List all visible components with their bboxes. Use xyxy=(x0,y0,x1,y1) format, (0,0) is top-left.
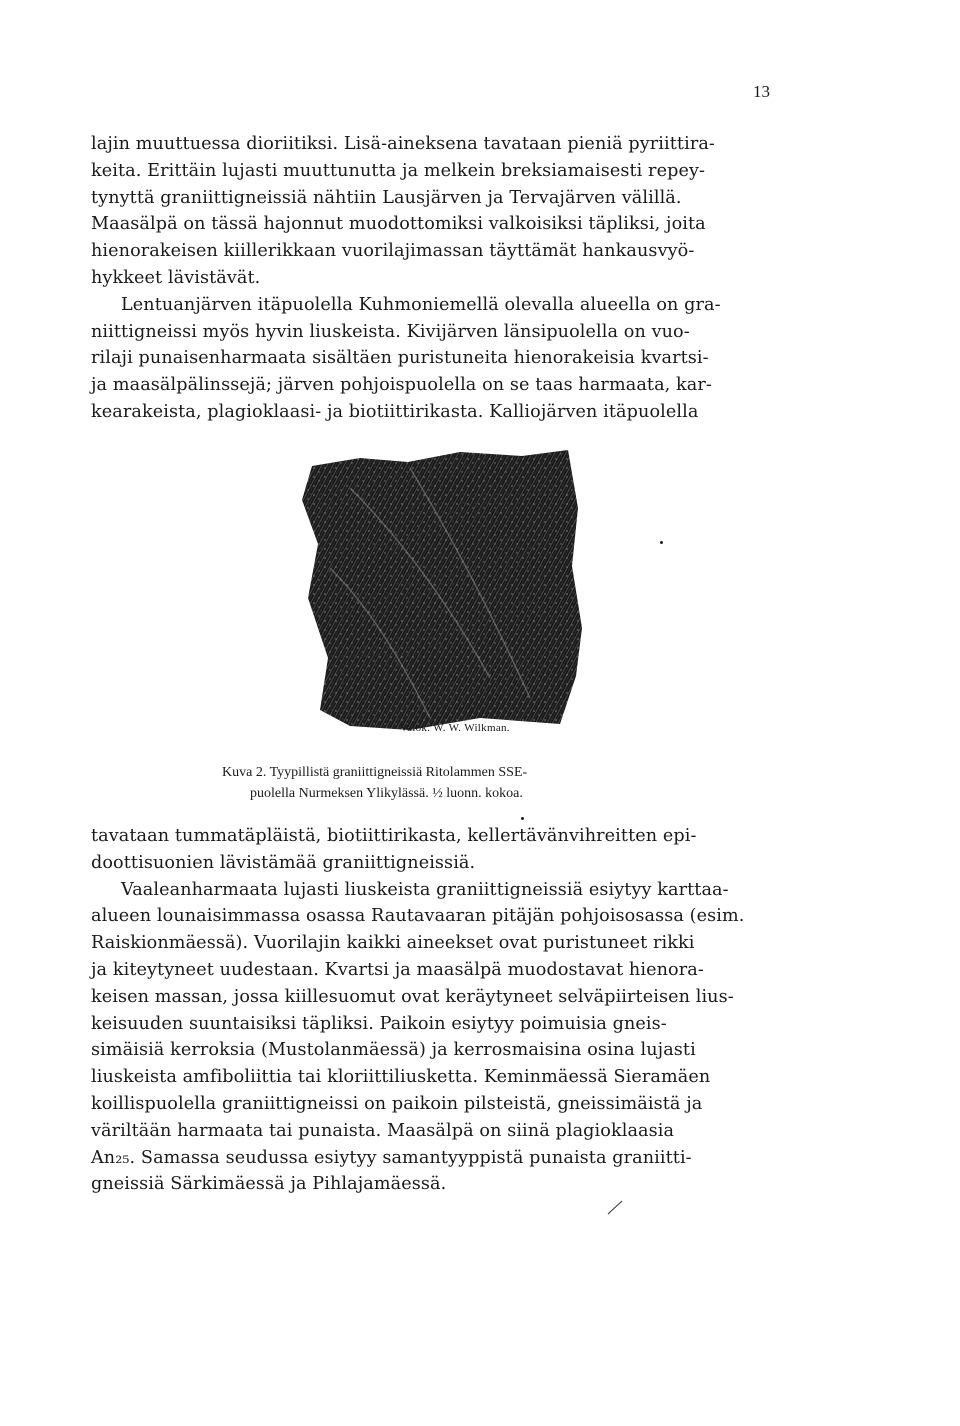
print-speck xyxy=(521,817,524,820)
text-line: Vaaleanharmaata lujasti liuskeista graniittigneissiä esiytyy karttaa- xyxy=(121,879,729,900)
text-line: lajin muuttuessa dioriitiksi. Lisä-aineksena tavataan pieniä pyriittira- xyxy=(91,134,715,154)
text-line: Raiskionmäessä). Vuorilajin kaikki aineekset ovat puristuneet rikki xyxy=(91,933,695,954)
text-line: rilaji punaisenharmaata sisältäen puristuneita hienorakeisia kvartsi- xyxy=(91,348,709,369)
text-line: väriltään harmaata tai punaista. Maasälpä on siinä plagioklaasia xyxy=(91,1120,675,1141)
text-line: tavataan tummatäpläistä, biotiittirikasta, kellertävänvihreitten epi- xyxy=(91,826,697,846)
text-line: niittigneissi myös hyvin liuskeista. Kivijärven länsipuolella on vuo- xyxy=(91,321,690,342)
text-line: Maasälpä on tässä hajonnut muodottomiksi valkoisiksi täpliksi, joita xyxy=(91,214,706,235)
text-line: keisuuden suuntaisiksi täpliksi. Paikoin esiytyy poimuisia gneis- xyxy=(91,1013,667,1034)
text-line: Lentuanjärven itäpuolella Kuhmoniemellä olevalla alueella on gra- xyxy=(121,294,721,315)
print-speck xyxy=(660,541,663,544)
text-line: An₂₅. Samassa seudussa esiytyy samantyyppistä punaista graniitti- xyxy=(91,1147,692,1168)
text-line: ja maasälpälinssejä; järven pohjoispuolella on se taas harmaata, kar- xyxy=(91,375,712,396)
text-line: liuskeista amfiboliittia tai kloriittiliusketta. Keminmäessä Sieramäen xyxy=(91,1067,711,1088)
text-line: gneissiä Särkimäessä ja Pihlajamäessä. xyxy=(91,1174,447,1195)
rock-photograph xyxy=(290,448,590,738)
text-line: kearakeista, plagioklaasi- ja biotiittirikasta. Kalliojärven itäpuolella xyxy=(91,401,699,422)
text-line: hykkeet lävistävät. xyxy=(91,267,261,288)
bottom-text-block xyxy=(91,823,761,1198)
text-line: koillispuolella graniittigneissi on paikoin pilsteistä, gneissimäistä ja xyxy=(91,1093,703,1114)
caption-line: puolella Nurmeksen Ylikylässä. ½ luonn. kokoa. xyxy=(250,786,523,801)
text-line: hienorakeisen kiillerikkaan vuorilajimassan täyttämät hankausvyö- xyxy=(91,241,695,262)
caption-line: Kuva 2. Tyypillistä graniittigneissiä Ritolammen SSE- xyxy=(222,765,528,780)
text-line: simäisiä kerroksia (Mustolanmäessä) ja kerrosmaisina osina lujasti xyxy=(91,1040,696,1061)
top-text-block xyxy=(91,131,761,426)
page-number: 13 xyxy=(753,82,770,101)
text-line: keita. Erittäin lujasti muuttunutta ja melkein breksiamaisesti repey- xyxy=(91,160,706,181)
text-line: tynyttä graniittigneissiä nähtiin Lausjärven ja Tervajärven välillä. xyxy=(91,187,682,208)
text-line: keisen massan, jossa kiillesuomut ovat keräytyneet selväpiirteisen lius- xyxy=(91,986,734,1007)
text-line: alueen lounaisimmassa osassa Rautavaaran pitäjän pohjoisosassa (esim. xyxy=(91,906,745,927)
photo-credit: Valok. W. W. Wilkman. xyxy=(400,722,510,734)
stray-pen-mark xyxy=(600,1197,630,1217)
text-line: doottisuonien lävistämää graniittigneissiä. xyxy=(91,852,476,873)
figure-caption xyxy=(222,762,742,804)
text-line: ja kiteytyneet uudestaan. Kvartsi ja maasälpä muodostavat hienora- xyxy=(91,959,704,980)
